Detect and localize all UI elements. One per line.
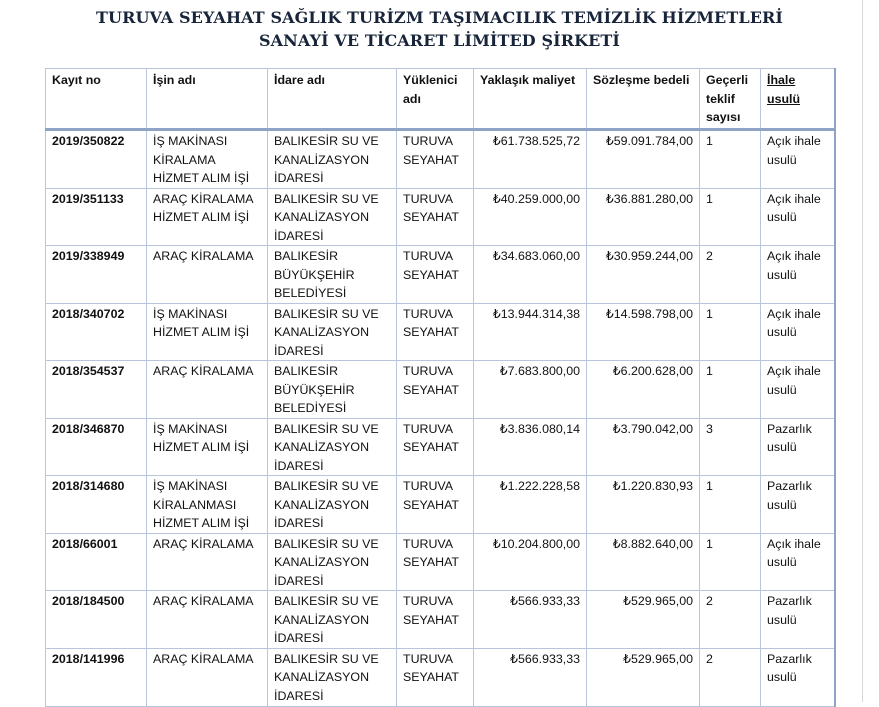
header-yaklasik-maliyet: Yaklaşık maliyet [474, 69, 587, 130]
table-row [46, 418, 835, 476]
cell-kayit-no: 2019/338949 [46, 246, 147, 304]
cell-maliyet: ₺1.222.228,58 [474, 476, 587, 534]
cell-isin-adi: ARAÇ KİRALAMA [147, 533, 268, 591]
cell-teklif: 1 [700, 533, 761, 591]
cell-usul: Pazarlık usulü [761, 591, 835, 649]
cell-kayit-no: 2019/351133 [46, 188, 147, 246]
cell-maliyet: ₺3.836.080,14 [474, 418, 587, 476]
cell-isin-adi: İŞ MAKİNASI KİRALANMASI HİZMET ALIM İŞİ [147, 476, 268, 534]
cell-maliyet: ₺10.204.800,00 [474, 533, 587, 591]
cell-teklif: 2 [700, 246, 761, 304]
cell-teklif: 1 [700, 476, 761, 534]
cell-bedel: ₺8.882.640,00 [587, 533, 700, 591]
cell-bedel: ₺14.598.798,00 [587, 303, 700, 361]
cell-isin-adi: ARAÇ KİRALAMA [147, 648, 268, 706]
cell-yuklenici: TURUVA SEYAHAT [397, 246, 474, 304]
cell-bedel: ₺59.091.784,00 [587, 130, 700, 189]
cell-teklif: 1 [700, 130, 761, 189]
cell-maliyet: ₺566.933,33 [474, 648, 587, 706]
cell-usul: Pazarlık usulü [761, 476, 835, 534]
cell-teklif: 2 [700, 648, 761, 706]
header-yuklenici-adi: Yüklenici adı [397, 69, 474, 130]
title-line-2: SANAYİ VE TİCARET LİMİTED ŞİRKETİ [259, 31, 620, 50]
cell-yuklenici: TURUVA SEYAHAT [397, 361, 474, 419]
cell-bedel: ₺1.220.830,93 [587, 476, 700, 534]
cell-bedel: ₺30.959.244,00 [587, 246, 700, 304]
table-row [46, 591, 835, 649]
cell-usul: Açık ihale usulü [761, 533, 835, 591]
cell-idare-adi: BALIKESİR SU VE KANALİZASYON İDARESİ [268, 188, 397, 246]
cell-teklif: 2 [700, 591, 761, 649]
cell-yuklenici: TURUVA SEYAHAT [397, 130, 474, 189]
cell-usul: Açık ihale usulü [761, 130, 835, 189]
header-sozlesme-bedeli: Sözleşme bedeli [587, 69, 700, 130]
cell-usul: Pazarlık usulü [761, 648, 835, 706]
table-row [46, 303, 835, 361]
title-line-1: TURUVA SEYAHAT SAĞLIK TURİZM TAŞIMACILIK TEMİZLİK HİZMETLERİ [96, 8, 783, 27]
cell-teklif: 1 [700, 303, 761, 361]
cell-teklif: 1 [700, 361, 761, 419]
cell-idare-adi: BALIKESİR SU VE KANALİZASYON İDARESİ [268, 303, 397, 361]
cell-idare-adi: BALIKESİR SU VE KANALİZASYON İDARESİ [268, 418, 397, 476]
cell-maliyet: ₺61.738.525,72 [474, 130, 587, 189]
cell-idare-adi: BALIKESİR SU VE KANALİZASYON İDARESİ [268, 476, 397, 534]
cell-usul: Açık ihale usulü [761, 303, 835, 361]
cell-idare-adi: BALIKESİR SU VE KANALİZASYON İDARESİ [268, 591, 397, 649]
cell-yuklenici: TURUVA SEYAHAT [397, 648, 474, 706]
header-gecerli-teklif: Geçerli teklif sayısı [700, 69, 761, 130]
cell-teklif: 1 [700, 188, 761, 246]
cell-isin-adi: ARAÇ KİRALAMA [147, 361, 268, 419]
table-row [46, 533, 835, 591]
header-isin-adi: İşin adı [147, 69, 268, 130]
cell-maliyet: ₺7.683.800,00 [474, 361, 587, 419]
cell-usul: Açık ihale usulü [761, 361, 835, 419]
cell-bedel: ₺6.200.628,00 [587, 361, 700, 419]
cell-idare-adi: BALIKESİR SU VE KANALİZASYON İDARESİ [268, 130, 397, 189]
table-row [46, 246, 835, 304]
cell-kayit-no: 2018/184500 [46, 591, 147, 649]
cell-isin-adi: ARAÇ KİRALAMA [147, 246, 268, 304]
cell-isin-adi: İŞ MAKİNASI KİRALAMA HİZMET ALIM İŞİ [147, 130, 268, 189]
table-row [46, 476, 835, 534]
cell-idare-adi: BALIKESİR BÜYÜKŞEHİR BELEDİYESİ [268, 361, 397, 419]
page-right-border [862, 0, 863, 702]
table-header-row [46, 69, 835, 130]
header-idare-adi: İdare adı [268, 69, 397, 130]
table-row [46, 361, 835, 419]
cell-kayit-no: 2018/340702 [46, 303, 147, 361]
cell-bedel: ₺529.965,00 [587, 648, 700, 706]
cell-isin-adi: İŞ MAKİNASI HİZMET ALIM İŞİ [147, 303, 268, 361]
cell-isin-adi: ARAÇ KİRALAMA [147, 591, 268, 649]
cell-bedel: ₺36.881.280,00 [587, 188, 700, 246]
document-title [0, 6, 879, 52]
cell-yuklenici: TURUVA SEYAHAT [397, 303, 474, 361]
cell-maliyet: ₺13.944.314,38 [474, 303, 587, 361]
cell-teklif: 3 [700, 418, 761, 476]
cell-isin-adi: İŞ MAKİNASI HİZMET ALIM İŞİ [147, 418, 268, 476]
table-row [46, 188, 835, 246]
cell-yuklenici: TURUVA SEYAHAT [397, 591, 474, 649]
cell-bedel: ₺529.965,00 [587, 591, 700, 649]
cell-isin-adi: ARAÇ KİRALAMA HİZMET ALIM İŞİ [147, 188, 268, 246]
cell-maliyet: ₺34.683.060,00 [474, 246, 587, 304]
cell-yuklenici: TURUVA SEYAHAT [397, 188, 474, 246]
cell-yuklenici: TURUVA SEYAHAT [397, 418, 474, 476]
cell-maliyet: ₺566.933,33 [474, 591, 587, 649]
header-kayit-no: Kayıt no [46, 69, 147, 130]
cell-bedel: ₺3.790.042,00 [587, 418, 700, 476]
cell-usul: Açık ihale usulü [761, 246, 835, 304]
cell-kayit-no: 2018/314680 [46, 476, 147, 534]
cell-kayit-no: 2019/350822 [46, 130, 147, 189]
cell-yuklenici: TURUVA SEYAHAT [397, 476, 474, 534]
cell-usul: Açık ihale usulü [761, 188, 835, 246]
cell-kayit-no: 2018/354537 [46, 361, 147, 419]
cell-idare-adi: BALIKESİR SU VE KANALİZASYON İDARESİ [268, 533, 397, 591]
cell-kayit-no: 2018/66001 [46, 533, 147, 591]
cell-kayit-no: 2018/346870 [46, 418, 147, 476]
tender-table [45, 68, 836, 707]
cell-kayit-no: 2018/141996 [46, 648, 147, 706]
cell-yuklenici: TURUVA SEYAHAT [397, 533, 474, 591]
header-ihale-usulu: İhale usulü [761, 69, 835, 130]
cell-idare-adi: BALIKESİR BÜYÜKŞEHİR BELEDİYESİ [268, 246, 397, 304]
cell-idare-adi: BALIKESİR SU VE KANALİZASYON İDARESİ [268, 648, 397, 706]
table-row [46, 130, 835, 189]
cell-usul: Pazarlık usulü [761, 418, 835, 476]
cell-maliyet: ₺40.259.000,00 [474, 188, 587, 246]
table-row [46, 648, 835, 706]
